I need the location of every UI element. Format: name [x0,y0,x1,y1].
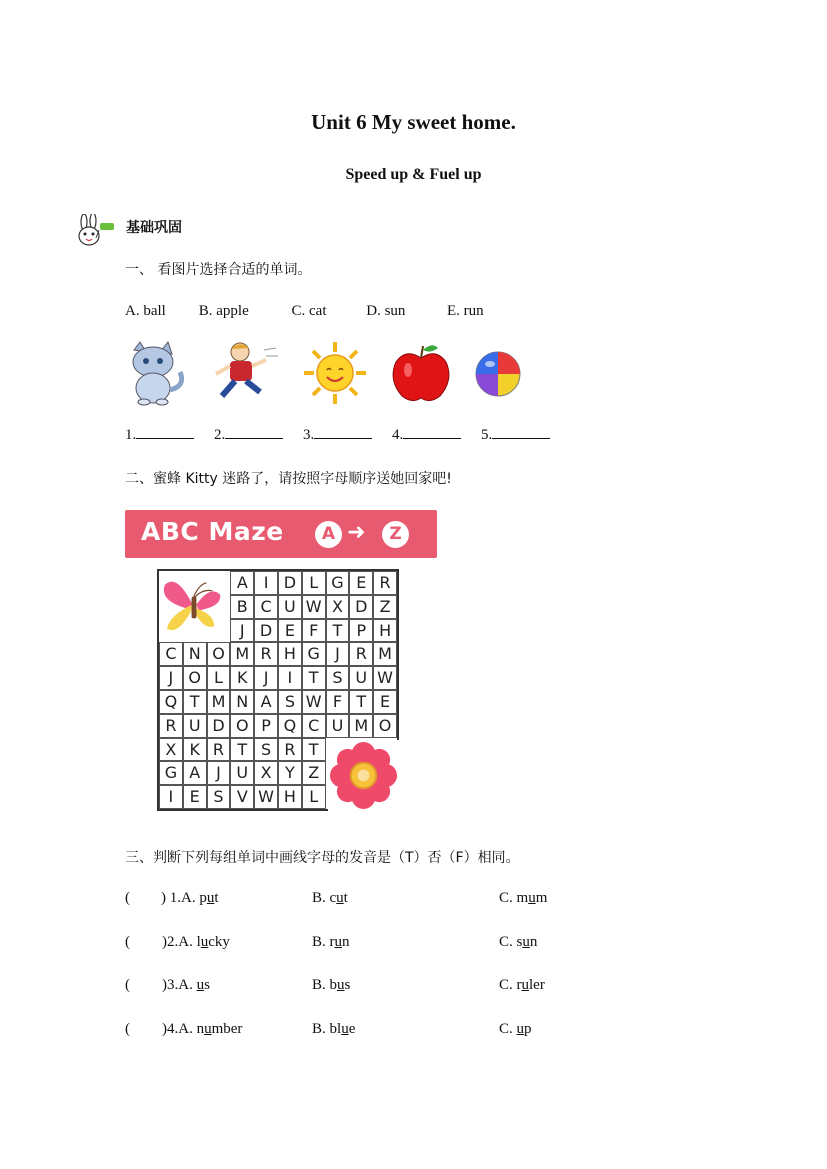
word-b [312,890,348,907]
maze-cell[interactable]: B [230,595,254,619]
maze-cell[interactable]: E [349,571,373,595]
row-number: )2.A. [162,934,197,950]
answer-blanks [125,424,566,444]
word-part: t [343,890,348,906]
picture-row [120,340,520,410]
maze-cell[interactable]: T [183,690,207,714]
option-c: C. cat [291,303,327,319]
maze-cell[interactable]: E [373,690,397,714]
maze-cell[interactable]: X [326,595,350,619]
maze-cell[interactable]: X [159,738,183,762]
word-part: C. s [499,934,523,950]
underlined-letter: u [516,1021,525,1037]
word-part: n [342,934,350,950]
maze-cell[interactable]: I [159,785,183,809]
running-boy-icon [210,340,280,406]
maze-cell[interactable]: W [373,666,397,690]
arrow-right-icon: ➜ [347,520,366,545]
maze-cell[interactable]: J [254,666,278,690]
underlined-letter: u [336,890,344,906]
maze-cell[interactable]: D [207,714,231,738]
word-a [197,1021,243,1037]
flower-icon [328,740,399,811]
maze-cell[interactable]: T [230,738,254,762]
word-part: C. r [499,977,522,993]
maze-cell[interactable]: L [302,571,326,595]
word-part: s [344,977,351,993]
maze-cell[interactable]: O [373,714,397,738]
word-part: n [196,1021,205,1037]
maze-cell[interactable]: E [278,619,302,643]
maze-cell[interactable]: S [326,666,350,690]
word-b [312,934,350,951]
word-c [499,890,547,907]
maze-cell[interactable]: J [159,666,183,690]
answer-blank[interactable]: 2. [214,424,283,444]
answer-blank[interactable]: 3. [303,424,372,444]
answer-paren[interactable]: ( [125,1021,130,1037]
maze-cell[interactable]: V [230,785,254,809]
underlined-letter: u [337,977,345,993]
maze-cell[interactable]: M [349,714,373,738]
underlined-letter: u [521,977,529,993]
maze-cell[interactable]: Q [278,714,302,738]
maze-cell[interactable]: L [302,785,326,809]
word-part: B. c [312,890,337,906]
question-2-title: 二、蜜蜂 Kitty 迷路了，请按照字母顺序送她回家吧! [125,471,452,487]
maze-cell[interactable]: U [183,714,207,738]
maze-cell[interactable]: D [349,595,373,619]
maze-cell[interactable]: P [349,619,373,643]
underlined-letter: u [200,934,209,950]
answer-paren[interactable]: ( [125,890,130,906]
maze-cell[interactable]: J [230,619,254,643]
ball-icon [464,340,534,406]
question-3-title: 三、判断下列每组单词中画线字母的发音是（T）否（F）相同。 [125,850,520,866]
maze-banner [125,510,437,558]
underlined-letter: u [341,1021,349,1037]
maze-cell[interactable]: S [278,690,302,714]
word-part: s [204,977,210,993]
cat-icon [120,340,190,406]
maze-cell[interactable]: F [326,690,350,714]
maze-cell[interactable]: J [207,761,231,785]
maze-cell[interactable]: O [183,666,207,690]
word-part: l [196,934,201,950]
answer-blank[interactable]: 5. [481,424,550,444]
underlined-letter: u [204,1021,212,1037]
maze-cell[interactable]: M [230,642,254,666]
underlined-letter: u [334,934,342,950]
word-part: p [199,890,207,906]
maze-cell[interactable]: A [230,571,254,595]
maze-cell[interactable]: A [183,761,207,785]
maze-cell[interactable]: T [302,666,326,690]
maze-cell[interactable]: H [278,642,302,666]
maze-cell[interactable]: Q [159,690,183,714]
maze-cell[interactable]: U [278,595,302,619]
maze-cell[interactable]: Z [302,761,326,785]
maze-cell[interactable]: R [373,571,397,595]
question-1-title: 一、 看图片选择合适的单词。 [125,262,312,278]
maze-cell[interactable]: T [326,619,350,643]
option-b: B. apple [198,303,249,319]
maze-cell[interactable]: R [207,738,231,762]
maze-cell[interactable]: O [207,642,231,666]
maze-cell[interactable]: G [302,642,326,666]
judge-row [125,1021,532,1038]
maze-cell[interactable]: W [302,690,326,714]
maze-cell[interactable]: D [254,619,278,643]
option-d: D. sun [366,303,406,319]
maze-cell[interactable]: G [326,571,350,595]
maze-end-letter: Z [382,521,409,548]
maze-cell[interactable]: U [349,666,373,690]
maze-cell[interactable]: N [183,642,207,666]
maze-cell[interactable]: C [159,642,183,666]
maze-cell[interactable]: R [159,714,183,738]
butterfly-icon [159,571,230,642]
word-b [312,1021,355,1038]
underlined-letter: u [196,977,205,993]
maze-cell[interactable]: L [207,666,231,690]
maze-cell[interactable]: N [230,690,254,714]
word-part: mber [211,1021,243,1037]
word-part: C. [499,1021,517,1037]
word-part: B. bl [312,1021,342,1037]
word-b [312,977,350,994]
maze-cell[interactable]: U [230,761,254,785]
maze-cell[interactable]: S [254,738,278,762]
word-part: t [214,890,219,906]
underlined-letter: u [206,890,215,906]
word-c [499,977,545,994]
answer-paren[interactable]: ( [125,977,130,993]
word-part: e [348,1021,356,1037]
page-title: Unit 6 My sweet home. [311,110,516,134]
word-a [199,890,218,906]
maze-cell[interactable]: O [230,714,254,738]
judge-row [125,934,538,951]
word-part: m [535,890,548,906]
word-part: B. r [312,934,335,950]
maze-cell[interactable]: F [302,619,326,643]
word-a [197,977,210,993]
maze-cell[interactable]: H [278,785,302,809]
judge-row [125,977,545,994]
maze-cell[interactable]: C [302,714,326,738]
maze-cell[interactable]: Z [373,595,397,619]
bunny-icon [72,214,116,250]
maze-cell[interactable]: E [183,785,207,809]
maze-cell[interactable]: R [278,738,302,762]
row-number: ) 1.A. [161,890,200,906]
word-part: cky [208,934,230,950]
word-part: B. b [312,977,338,993]
word-part: n [529,934,538,950]
maze-cell[interactable]: A [254,690,278,714]
word-c [499,934,537,951]
maze-cell[interactable]: Y [278,761,302,785]
maze-cell[interactable]: T [349,690,373,714]
maze-cell[interactable]: S [207,785,231,809]
maze-cell[interactable]: W [302,595,326,619]
page-subtitle: Speed up & Fuel up [345,166,482,183]
maze-cell[interactable]: K [230,666,254,690]
row-number: )4.A. [162,1021,197,1037]
maze-cell[interactable]: J [326,642,350,666]
maze-cell[interactable]: M [207,690,231,714]
word-options [125,303,484,320]
maze-cell[interactable]: G [159,761,183,785]
maze-banner-title: ABC Maze [141,517,284,546]
maze-cell[interactable]: W [254,785,278,809]
maze-cell[interactable]: I [278,666,302,690]
maze-cell[interactable]: U [326,714,350,738]
sun-icon [300,340,370,406]
answer-paren[interactable]: ( [125,934,130,950]
apple-icon [386,340,456,406]
word-part: p [524,1021,532,1037]
judge-row [125,890,548,907]
maze-cell[interactable]: D [278,571,302,595]
section-label: 基础巩固 [126,220,182,236]
word-part: C. m [499,890,529,906]
underlined-letter: u [522,934,530,950]
option-e: E. run [447,303,484,319]
maze-cell[interactable]: M [373,642,397,666]
answer-blank[interactable]: 4. [392,424,461,444]
maze-cell[interactable]: H [373,619,397,643]
word-c [499,1021,532,1038]
maze-cell[interactable]: R [349,642,373,666]
maze-cell[interactable]: I [254,571,278,595]
word-part: ler [529,977,545,993]
answer-blank[interactable]: 1. [125,424,194,444]
option-a: A. ball [125,303,166,319]
letter-maze [157,569,399,811]
maze-cell[interactable]: R [254,642,278,666]
maze-cell[interactable]: X [254,761,278,785]
maze-cell[interactable]: K [183,738,207,762]
maze-start-letter: A [315,521,342,548]
word-a [197,934,230,950]
maze-cell[interactable]: T [302,738,326,762]
row-number: )3.A. [162,977,197,993]
maze-cell[interactable]: P [254,714,278,738]
underlined-letter: u [528,890,536,906]
maze-cell[interactable]: C [254,595,278,619]
